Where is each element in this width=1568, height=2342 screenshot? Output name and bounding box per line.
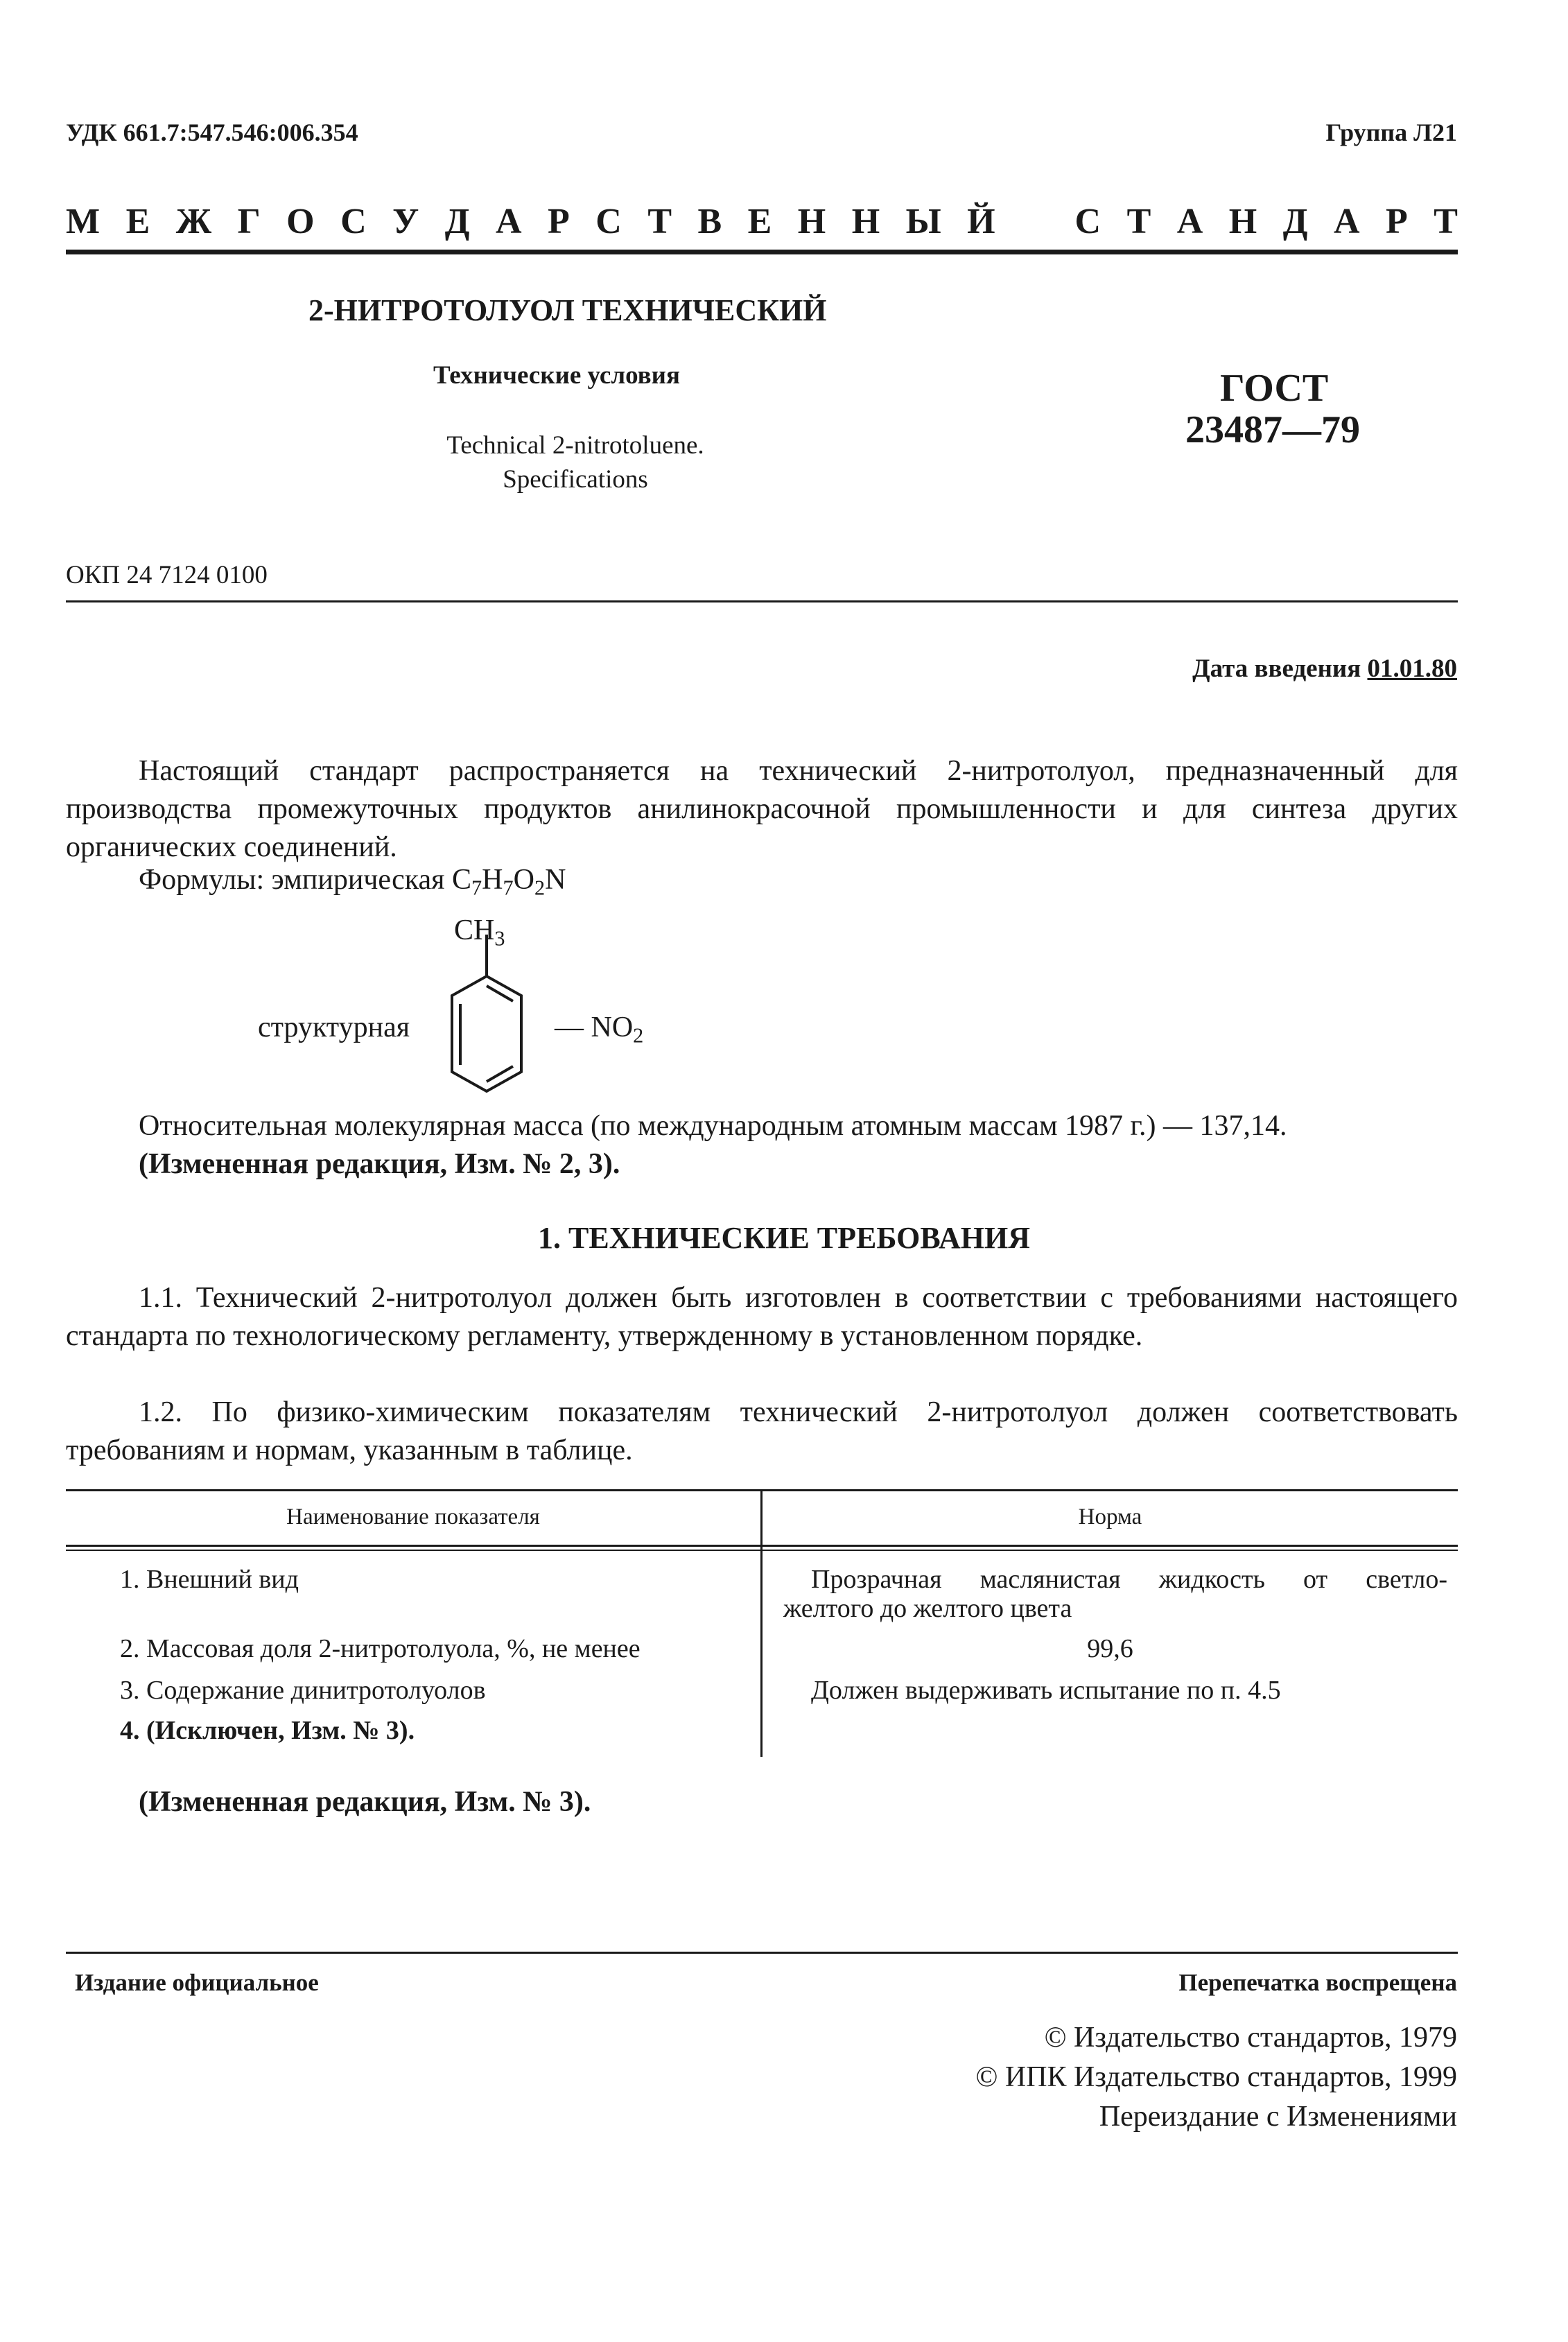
banner-letter: Р xyxy=(1385,202,1408,241)
banner-rule xyxy=(66,250,1458,254)
benzene-hexagon xyxy=(452,976,521,1091)
document-title: 2-НИТРОТОЛУОЛ ТЕХНИЧЕСКИЙ xyxy=(308,293,827,327)
okp-rule xyxy=(66,600,1458,602)
banner-letter: Н xyxy=(1228,202,1257,241)
banner-letter: Т xyxy=(1434,202,1458,241)
benzene-ring-diagram xyxy=(416,929,561,1095)
table-header-norm: Норма xyxy=(1078,1504,1142,1529)
table-row-norm: Должен выдерживать испытание по п. 4.5 xyxy=(811,1676,1281,1705)
subtitle-ru: Технические условия xyxy=(433,361,680,390)
okp-code: ОКП 24 7124 0100 xyxy=(66,561,268,589)
banner-letter: Е xyxy=(125,202,150,241)
banner-letter: А xyxy=(496,202,522,241)
structural-formula-label: структурная xyxy=(258,1012,410,1043)
banner-letter: У xyxy=(392,202,419,241)
empirical-formula xyxy=(139,863,566,900)
table-row-name: 1. Внешний вид xyxy=(120,1565,299,1594)
intro-date-label: Дата введения xyxy=(1192,654,1368,683)
banner-letter: С xyxy=(340,202,367,241)
group-code: Группа Л21 xyxy=(1325,119,1457,146)
banner-letter: Т xyxy=(1126,202,1151,241)
banner-letter: С xyxy=(1074,202,1101,241)
revision-note: (Измененная редакция, Изм. № 2, 3). xyxy=(139,1148,620,1180)
official-edition: Издание официальное xyxy=(75,1969,319,1996)
table-row-name: 2. Массовая доля 2-нитротолуола, %, не менее xyxy=(120,1634,641,1663)
banner-letter: С xyxy=(595,202,622,241)
banner-letter: Н xyxy=(851,202,880,241)
subtitle-en-line: Specifications xyxy=(503,465,648,494)
banner-letter: О xyxy=(286,202,315,241)
banner-letter: Д xyxy=(444,202,470,241)
paragraph-1-1: 1.1. Технический 2-нитротолуол должен быть изготовлен в соответствии с требованиями настоящего стандарта по технологическому регламенту, утвержденному в установленном порядке. xyxy=(66,1282,1458,1352)
formula-subscript: 7 xyxy=(503,876,514,900)
copyright-1999: © ИПК Издательство стандартов, 1999 xyxy=(975,2061,1457,2093)
banner-letter: Т xyxy=(647,202,672,241)
no2-subscript: 2 xyxy=(633,1023,644,1048)
molecular-mass: Относительная молекулярная масса (по международным атомным массам 1987 г.) — 137,14. xyxy=(139,1110,1287,1142)
banner-letter: Й xyxy=(967,202,995,241)
table-row-norm: желтого до желтого цвета xyxy=(783,1594,1072,1623)
banner-letter: Д xyxy=(1282,202,1308,241)
section-title: 1. ТЕХНИЧЕСКИЕ ТРЕБОВАНИЯ xyxy=(538,1221,1030,1255)
banner-letter: М xyxy=(66,202,101,241)
reissue-note: Переиздание с Изменениями xyxy=(1099,2101,1457,2133)
banner-letter: А xyxy=(1176,202,1203,241)
banner-letter: В xyxy=(697,202,722,241)
ch3-subscript: 3 xyxy=(494,926,505,951)
formula-element: O xyxy=(513,864,534,896)
table-revision-note: (Измененная редакция, Изм. № 3). xyxy=(139,1786,591,1818)
reprint-prohibited: Перепечатка воспрещена xyxy=(1178,1969,1457,1996)
table-header-indicator: Наименование показателя xyxy=(286,1504,540,1529)
banner-letter: Г xyxy=(237,202,261,241)
udk-code: УДК 661.7:547.546:006.354 xyxy=(66,119,358,146)
subtitle-en-line: Technical 2-nitrotoluene. xyxy=(446,431,704,460)
banner-letter: Р xyxy=(548,202,570,241)
banner-letter: Ы xyxy=(905,202,941,241)
table-row-norm: 99,6 xyxy=(1087,1634,1133,1663)
copyright-1979: © Издательство стандартов, 1979 xyxy=(1044,2022,1457,2054)
no2-text: — NO xyxy=(555,1012,634,1043)
table-header-rule xyxy=(66,1545,1458,1547)
subtitle-en xyxy=(430,428,721,496)
formula-subscript: 2 xyxy=(534,876,546,900)
banner-letter: А xyxy=(1333,202,1360,241)
table-row-norm: Прозрачная маслянистая жидкость от светло- xyxy=(811,1565,1447,1594)
formula-element: N xyxy=(545,864,566,896)
banner-letter: Н xyxy=(797,202,826,241)
formula-subscript: 7 xyxy=(471,876,482,900)
footer-rule xyxy=(66,1952,1458,1954)
intro-date-value: 01.01.80 xyxy=(1367,654,1457,683)
formula-label: Формулы: эмпирическая C xyxy=(139,864,471,896)
table-row-name: 3. Содержание динитротолуолов xyxy=(120,1676,486,1705)
gost-number: 23487—79 xyxy=(1185,408,1360,451)
ch3-text: CH xyxy=(454,914,495,946)
interstate-standard-banner xyxy=(66,201,1458,242)
intro-date xyxy=(1192,654,1457,684)
table-header-rule xyxy=(66,1550,1458,1551)
banner-letter: Е xyxy=(747,202,772,241)
intro-paragraph: Настоящий стандарт распространяется на технический 2-нитротолуол, предназначенный для производства промежуточных продуктов анилинокрасочной промышленности и для синтеза других органических соединений. xyxy=(66,755,1458,863)
nitro-group-label xyxy=(555,1011,644,1048)
table-row-name: 4. (Исключен, Изм. № 3). xyxy=(120,1716,415,1745)
paragraph-1-2: 1.2. По физико-химическим показателям технический 2-нитротолуол должен соответствовать требованиям и нормам, указанным в таблице. xyxy=(66,1396,1458,1466)
banner-letter: Ж xyxy=(175,202,212,241)
gost-label: ГОСТ xyxy=(1220,367,1329,410)
formula-element: H xyxy=(482,864,503,896)
specifications-table xyxy=(66,1489,1458,1757)
